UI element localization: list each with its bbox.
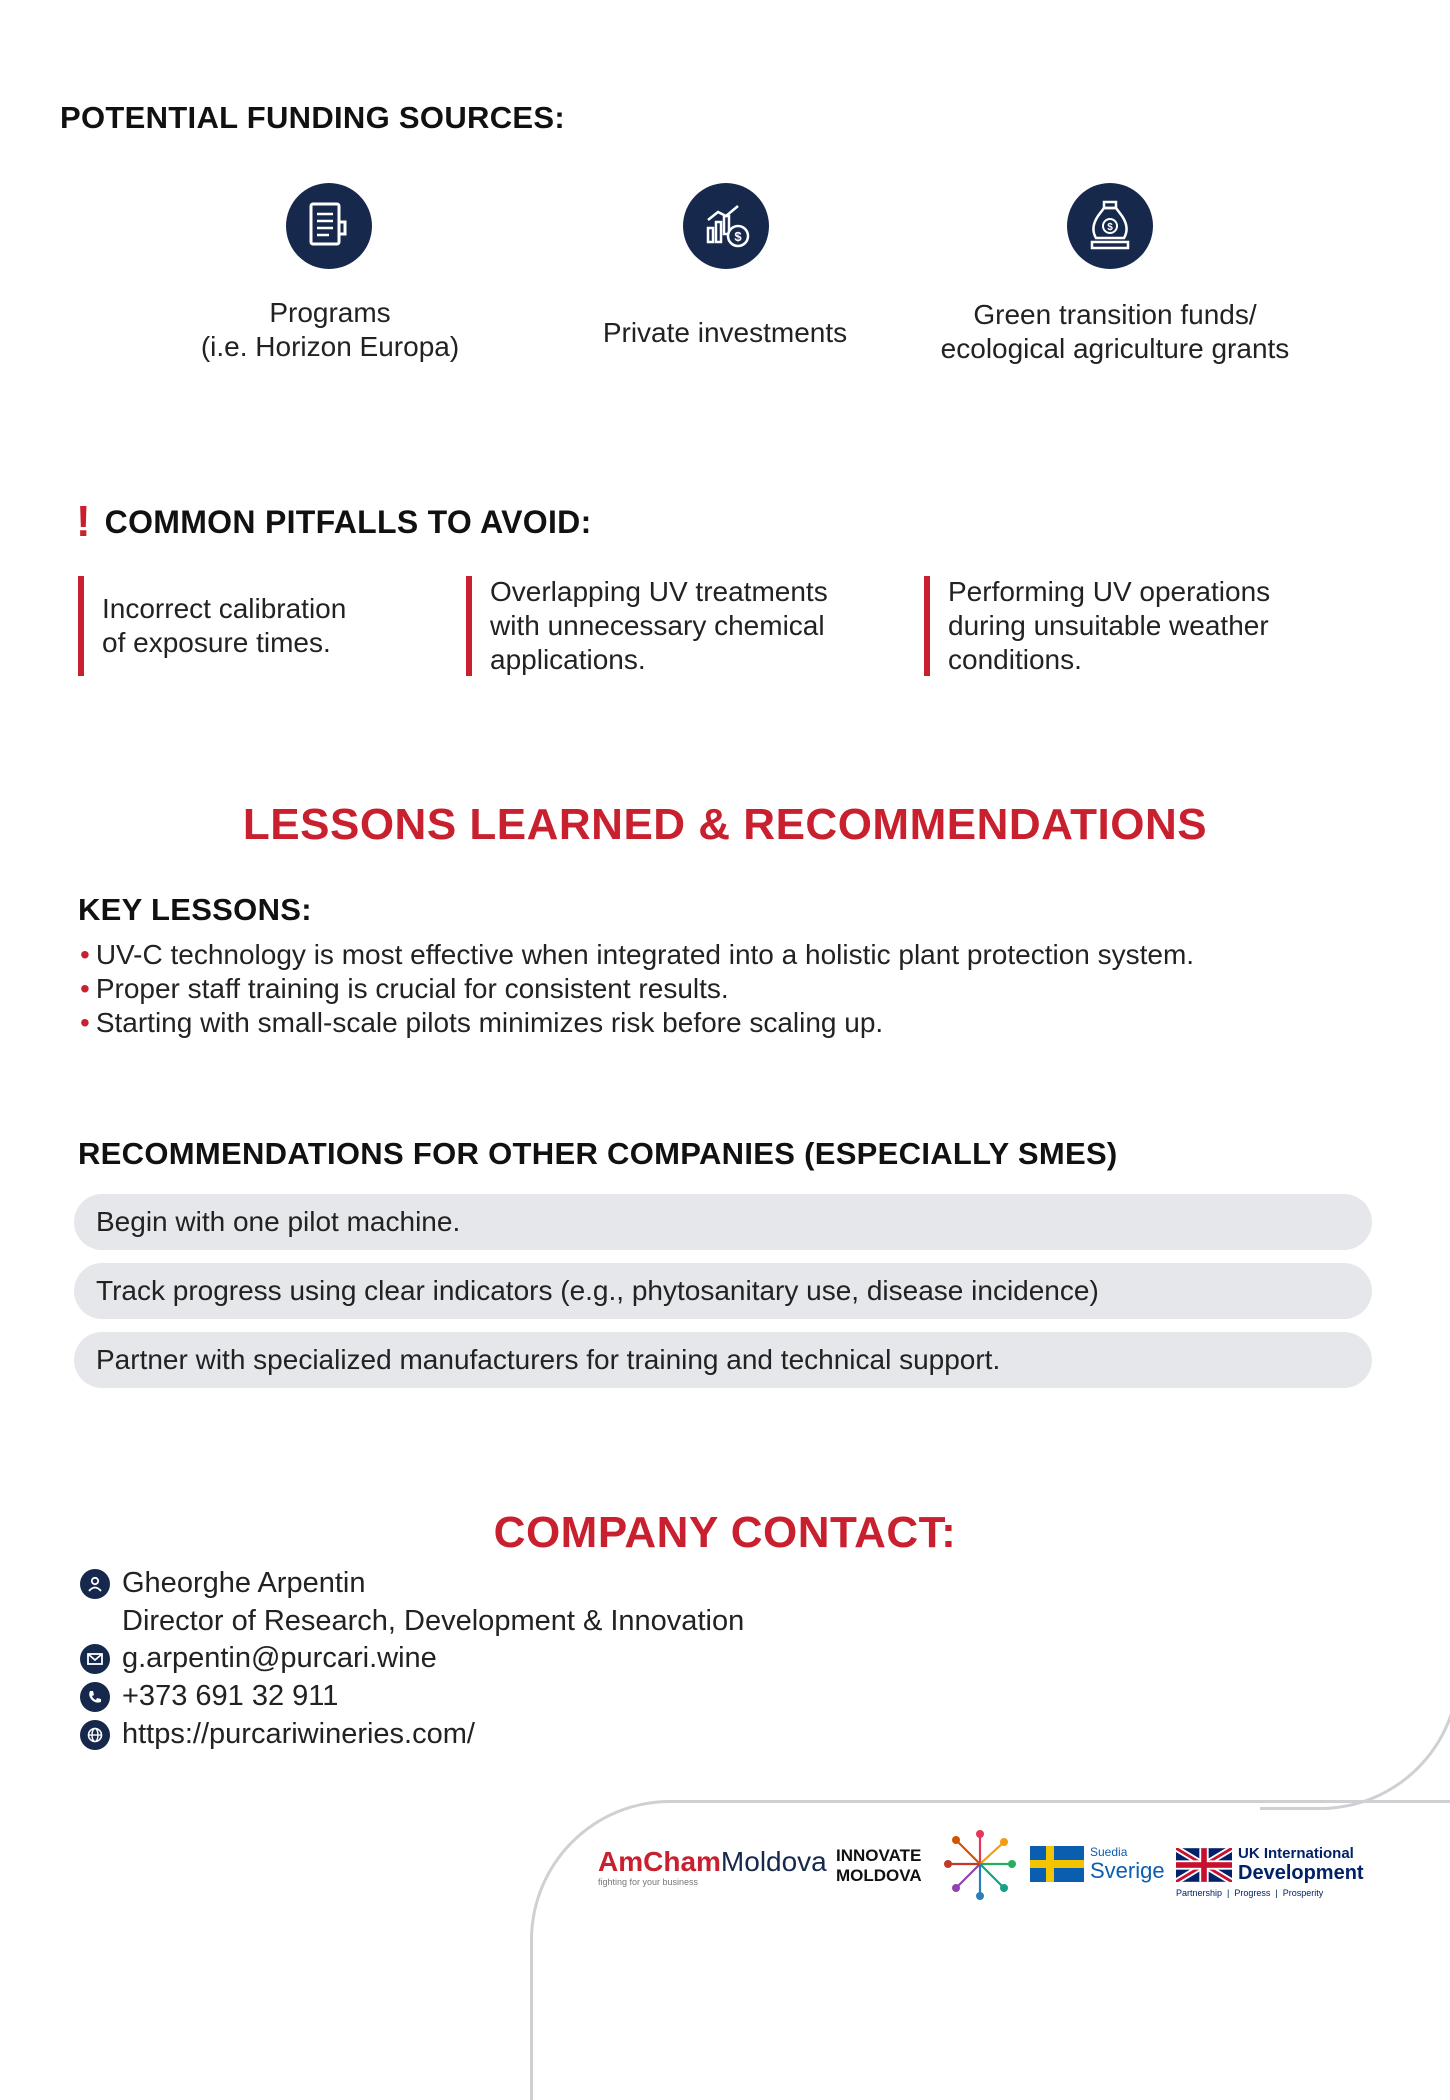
- uk-flag-icon: [1176, 1848, 1232, 1887]
- pitfall-line: applications.: [490, 644, 646, 675]
- recommendation-text: Partner with specialized manufacturers for training and technical support.: [96, 1344, 1001, 1375]
- recommendation-text: Begin with one pilot machine.: [96, 1206, 461, 1237]
- pitfall-item: [78, 576, 462, 676]
- logo-moldova-text: Moldova: [720, 1846, 827, 1877]
- sweden-flag-icon: [1030, 1846, 1084, 1887]
- svg-text:$: $: [734, 229, 742, 244]
- logo-innovate-text: INNOVATE: [836, 1846, 922, 1865]
- funding-label-line: ecological agriculture grants: [940, 333, 1290, 364]
- phone-icon: [80, 1682, 110, 1712]
- recommendation-item: [74, 1332, 1372, 1388]
- lesson-text: Starting with small-scale pilots minimizes risk before scaling up.: [95, 1007, 884, 1038]
- investment-chart-icon: [683, 183, 769, 269]
- contact-phone[interactable]: +373 691 32 911: [122, 1680, 339, 1712]
- key-lessons-heading: KEY LESSONS:: [78, 892, 312, 927]
- recommendations-heading: RECOMMENDATIONS FOR OTHER COMPANIES (ESPECIALLY SMES): [78, 1136, 1118, 1171]
- funding-label-green: [880, 298, 1350, 366]
- lessons-title: LESSONS LEARNED & RECOMMENDATIONS: [242, 800, 1208, 849]
- globe-icon: [80, 1720, 110, 1750]
- recommendation-item: [74, 1263, 1372, 1319]
- bullet-icon: •: [80, 973, 90, 1004]
- pitfalls-header: [76, 497, 592, 546]
- funding-label-line: Programs: [269, 297, 391, 328]
- contact-role-row: [122, 1603, 744, 1640]
- lesson-text: Proper staff training is crucial for consistent results.: [95, 973, 729, 1004]
- contact-email-link[interactable]: g.arpentin@purcari.wine: [122, 1642, 437, 1674]
- bullet-icon: •: [80, 1007, 90, 1038]
- funding-heading: POTENTIAL FUNDING SOURCES:: [60, 100, 565, 135]
- pitfall-item: [924, 576, 1368, 676]
- logo-moldova-text: MOLDOVA: [836, 1866, 922, 1885]
- uk-tagline: Partnership | Progress | Prosperity: [1176, 1888, 1324, 1898]
- contact-role: Director of Research, Development & Innovation: [122, 1605, 745, 1637]
- svg-text:$: $: [1107, 222, 1113, 233]
- contact-person: [80, 1565, 365, 1602]
- pitfall-item: [466, 576, 910, 676]
- contact-website-link[interactable]: https://purcariwineries.com/: [122, 1718, 475, 1750]
- company-contact-title: COMPANY CONTACT:: [493, 1508, 957, 1557]
- pitfall-line: with unnecessary chemical: [490, 610, 825, 641]
- warning-exclamation-icon: !: [76, 497, 91, 546]
- envelope-icon: [80, 1644, 110, 1674]
- pitfalls-heading: COMMON PITFALLS TO AVOID:: [104, 503, 592, 540]
- funding-label-private: [560, 316, 890, 350]
- list-item: [80, 938, 1330, 972]
- lesson-text: UV-C technology is most effective when integrated into a holistic plant protection system.: [95, 939, 1195, 970]
- bullet-icon: •: [80, 939, 90, 970]
- pitfall-line: Incorrect calibration: [102, 593, 347, 624]
- key-lessons-list: [80, 938, 1330, 1040]
- uk-line1: UK International: [1238, 1845, 1354, 1862]
- pitfall-line: during unsuitable weather: [948, 610, 1269, 641]
- money-bag-icon: [1067, 183, 1153, 269]
- contact-email-row: [80, 1640, 437, 1677]
- uk-line2: Development: [1238, 1862, 1364, 1884]
- logo-amcham-tagline: fighting for your business: [598, 1877, 699, 1887]
- funding-label-programs: [150, 296, 510, 364]
- contact-phone-row: [80, 1678, 338, 1715]
- document-icon: [286, 183, 372, 269]
- pitfall-line: conditions.: [948, 644, 1082, 675]
- sweden-big-text: Sverige: [1090, 1858, 1165, 1883]
- funding-label-line: Private investments: [602, 317, 848, 348]
- pitfall-line: Overlapping UV treatments: [490, 576, 828, 607]
- pitfall-line: Performing UV operations: [948, 576, 1271, 607]
- funding-label-line: Green transition funds/: [973, 299, 1257, 330]
- contact-website-row: [80, 1716, 475, 1753]
- sweden-small-text: Suedia: [1090, 1845, 1128, 1859]
- user-icon: [80, 1569, 110, 1599]
- recommendation-item: [74, 1194, 1372, 1250]
- amcham-moldova-logo: [598, 1846, 827, 1888]
- contact-name: Gheorghe Arpentin: [122, 1567, 366, 1599]
- pitfall-line: of exposure times.: [102, 627, 331, 658]
- innovate-moldova-logo: [836, 1846, 936, 1886]
- list-item: [80, 1006, 1330, 1040]
- recommendation-text: Track progress using clear indicators (e.g., phytosanitary use, disease incidence): [96, 1275, 1099, 1306]
- innovate-network-icon: [942, 1826, 1018, 1907]
- logo-amcham-text: AmCham: [598, 1846, 721, 1877]
- funding-label-line: (i.e. Horizon Europa): [200, 331, 460, 362]
- sweden-logo-text: [1090, 1845, 1165, 1883]
- decorative-corner-curve: [1260, 1380, 1450, 1810]
- list-item: [80, 972, 1330, 1006]
- uk-development-logo-text: [1238, 1845, 1364, 1884]
